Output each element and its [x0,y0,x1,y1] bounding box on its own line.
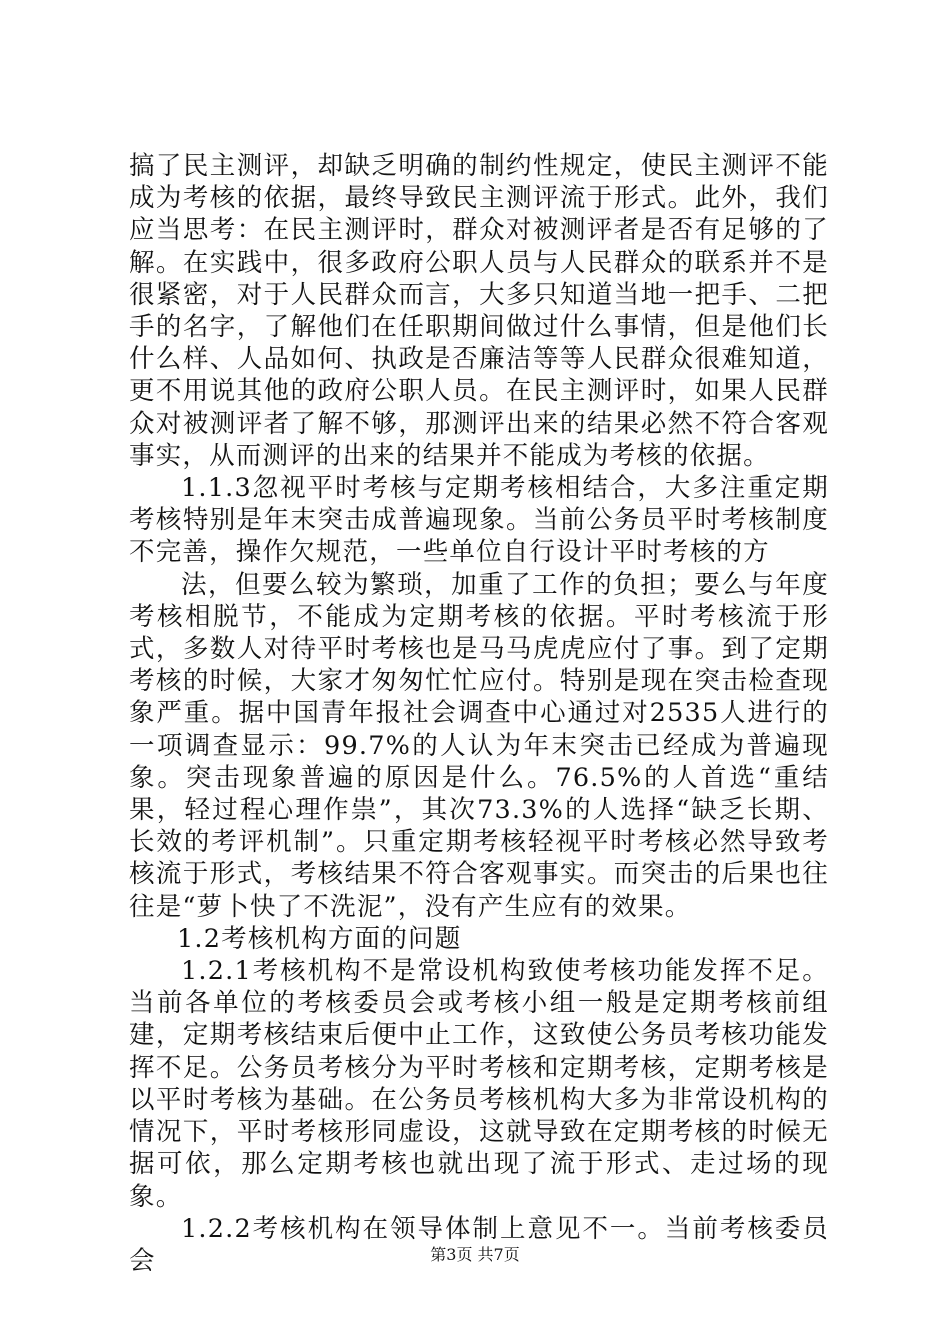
paragraph-1-1-3: 1.1.3忽视平时考核与定期考核相结合，大多注重定期考核特别是年末突击成普遍现象。当前公务员平时考核制度不完善，操作欠规范，一些单位自行设计平时考核的方 [129,473,829,568]
page-number-footer: 第3页 共7页 [430,1245,520,1264]
paragraph-democratic-evaluation: 搞了民主测评，却缺乏明确的制约性规定，使民主测评不能成为考核的依据，最终导致民主测评流于形式。此外，我们应当思考：在民主测评时，群众对被测评者是否有足够的了解。在实践中，很多政府公职人员与人民群众的联系并不是很紧密，对于人民群众而言，大多只知道当地一把手、二把手的名字，了解他们在任职期间做过什么事情，但是他们长什么样、人品如何、执政是否廉洁等等人民群众很难知道，更不用说其他的政府公职人员。在民主测评时，如果人民群众对被测评者了解不够，那测评出来的结果必然不符合客观事实，从而测评的出来的结果并不能成为考核的依据。 [129,151,829,471]
paragraph-1-2-2: 1.2.2考核机构在领导体制上意见不一。当前考核委员会 [129,1213,829,1276]
paragraph-1-2-1: 1.2.1考核机构不是常设机构致使考核功能发挥不足。当前各单位的考核委员会或考核小组一般是定期考核前组建，定期考核结束后便中止工作，这致使公务员考核功能发挥不足。公务员考核分为平时考核和定期考核，定期考核是以平时考核为基础。在公务员考核机构大多为非常设机构的情况下，平时考核形同虚设，这就导致在定期考核的时候无据可依，那么定期考核也就出现了流于形式、走过场的现象。 [129,956,829,1212]
section-heading-1-2: 1.2考核机构方面的问题 [177,923,462,954]
body-text [129,150,829,1277]
paragraph-1-1-3-continued: 法，但要么较为繁琐，加重了工作的负担；要么与年度考核相脱节，不能成为定期考核的依据。平时考核流于形式，多数人对待平时考核也是马马虎虎应付了事。到了定期考核的时候，大家才匆匆忙忙应付。特别是现在突击检查现象严重。据中国青年报社会调查中心通过对2535人进行的一项调查显示：99.7%的人认为年末突击已经成为普遍现象。突击现象普遍的原因是什么。76.5%的人首选“重结果，轻过程心理作祟”，其次73.3%的人选择“缺乏长期、长效的考评机制”。只重定期考核轻视平时考核必然导致考核流于形式，考核结果不符合客观事实。而突击的后果也往往是“萝卜快了不洗泥”，没有产生应有的效果。 [129,569,829,922]
